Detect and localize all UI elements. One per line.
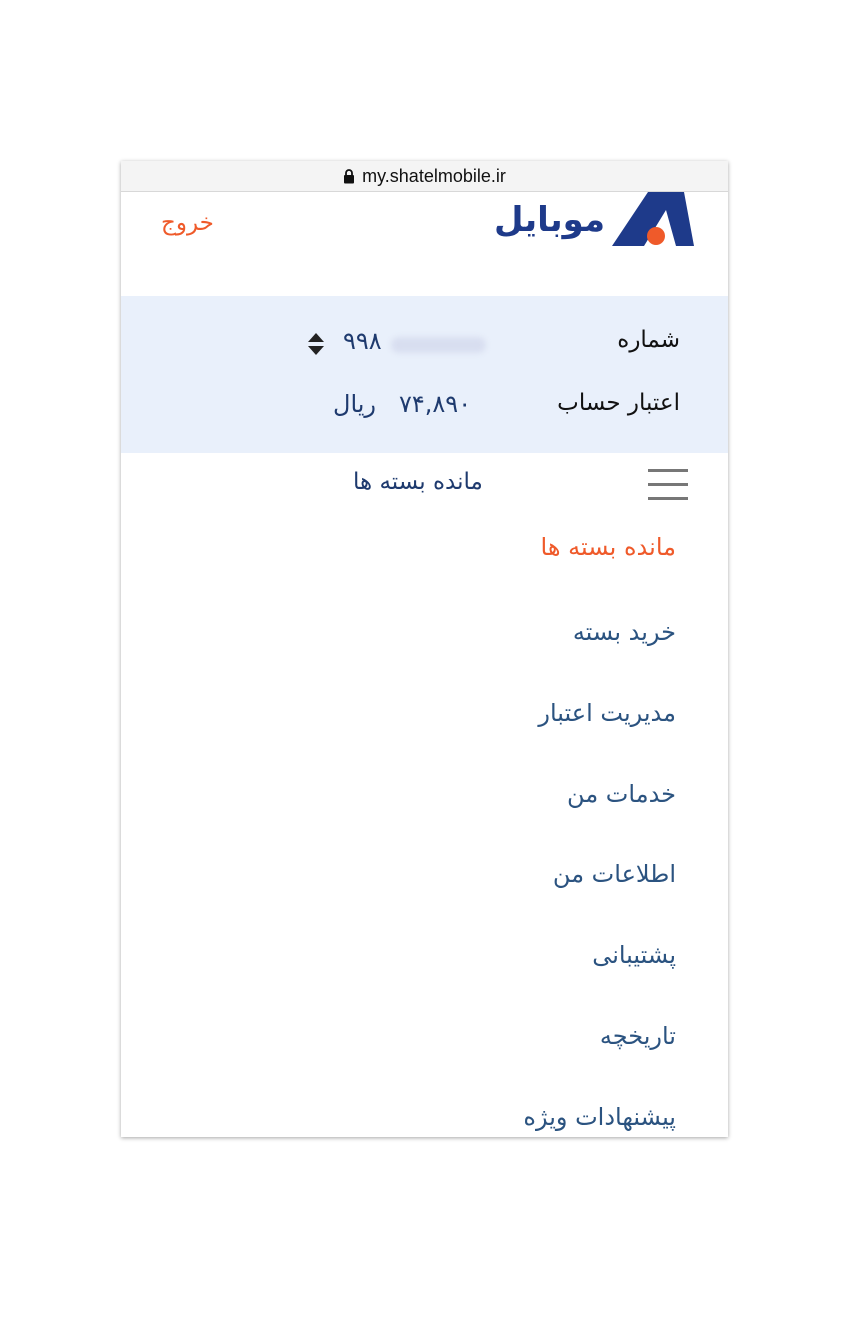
- menu-item-my-services[interactable]: خدمات من: [567, 780, 676, 808]
- menu-item-special-offers[interactable]: پیشنهادات ویژه: [523, 1103, 676, 1131]
- logo-text: موبایل: [494, 200, 606, 240]
- current-section-title: مانده بسته ها: [353, 469, 483, 495]
- credit-label: اعتبار حساب: [557, 390, 680, 416]
- number-label: شماره: [617, 327, 680, 353]
- sort-icon[interactable]: [307, 331, 325, 357]
- account-info-panel: [121, 296, 728, 453]
- logout-link[interactable]: خروج: [161, 210, 214, 236]
- credit-value: ۷۴,۸۹۰: [399, 390, 472, 418]
- phone-screen: [121, 161, 728, 1137]
- credit-row: [121, 386, 728, 426]
- phone-number-row: [121, 323, 728, 363]
- menu-item-credit-management[interactable]: مدیریت اعتبار: [538, 699, 676, 727]
- menu-item-my-info[interactable]: اطلاعات من: [552, 860, 676, 888]
- number-redacted: [391, 337, 486, 353]
- credit-unit: ریال: [333, 390, 377, 418]
- lock-icon: [343, 169, 355, 184]
- hamburger-icon[interactable]: [648, 469, 688, 501]
- browser-url: my.shatelmobile.ir: [362, 165, 506, 186]
- site-header: [121, 192, 728, 296]
- browser-address-bar[interactable]: [121, 161, 728, 192]
- menu-item-history[interactable]: تاریخچه: [599, 1022, 676, 1050]
- menu-item-buy-package[interactable]: خرید بسته: [572, 618, 676, 646]
- menu-item-package-balance[interactable]: مانده بسته ها: [540, 533, 676, 561]
- shatel-mobile-logo[interactable]: [494, 192, 704, 252]
- number-value: ۹۹۸: [343, 327, 382, 355]
- section-nav-bar: [121, 453, 728, 521]
- menu-item-support[interactable]: پشتیبانی: [592, 941, 676, 969]
